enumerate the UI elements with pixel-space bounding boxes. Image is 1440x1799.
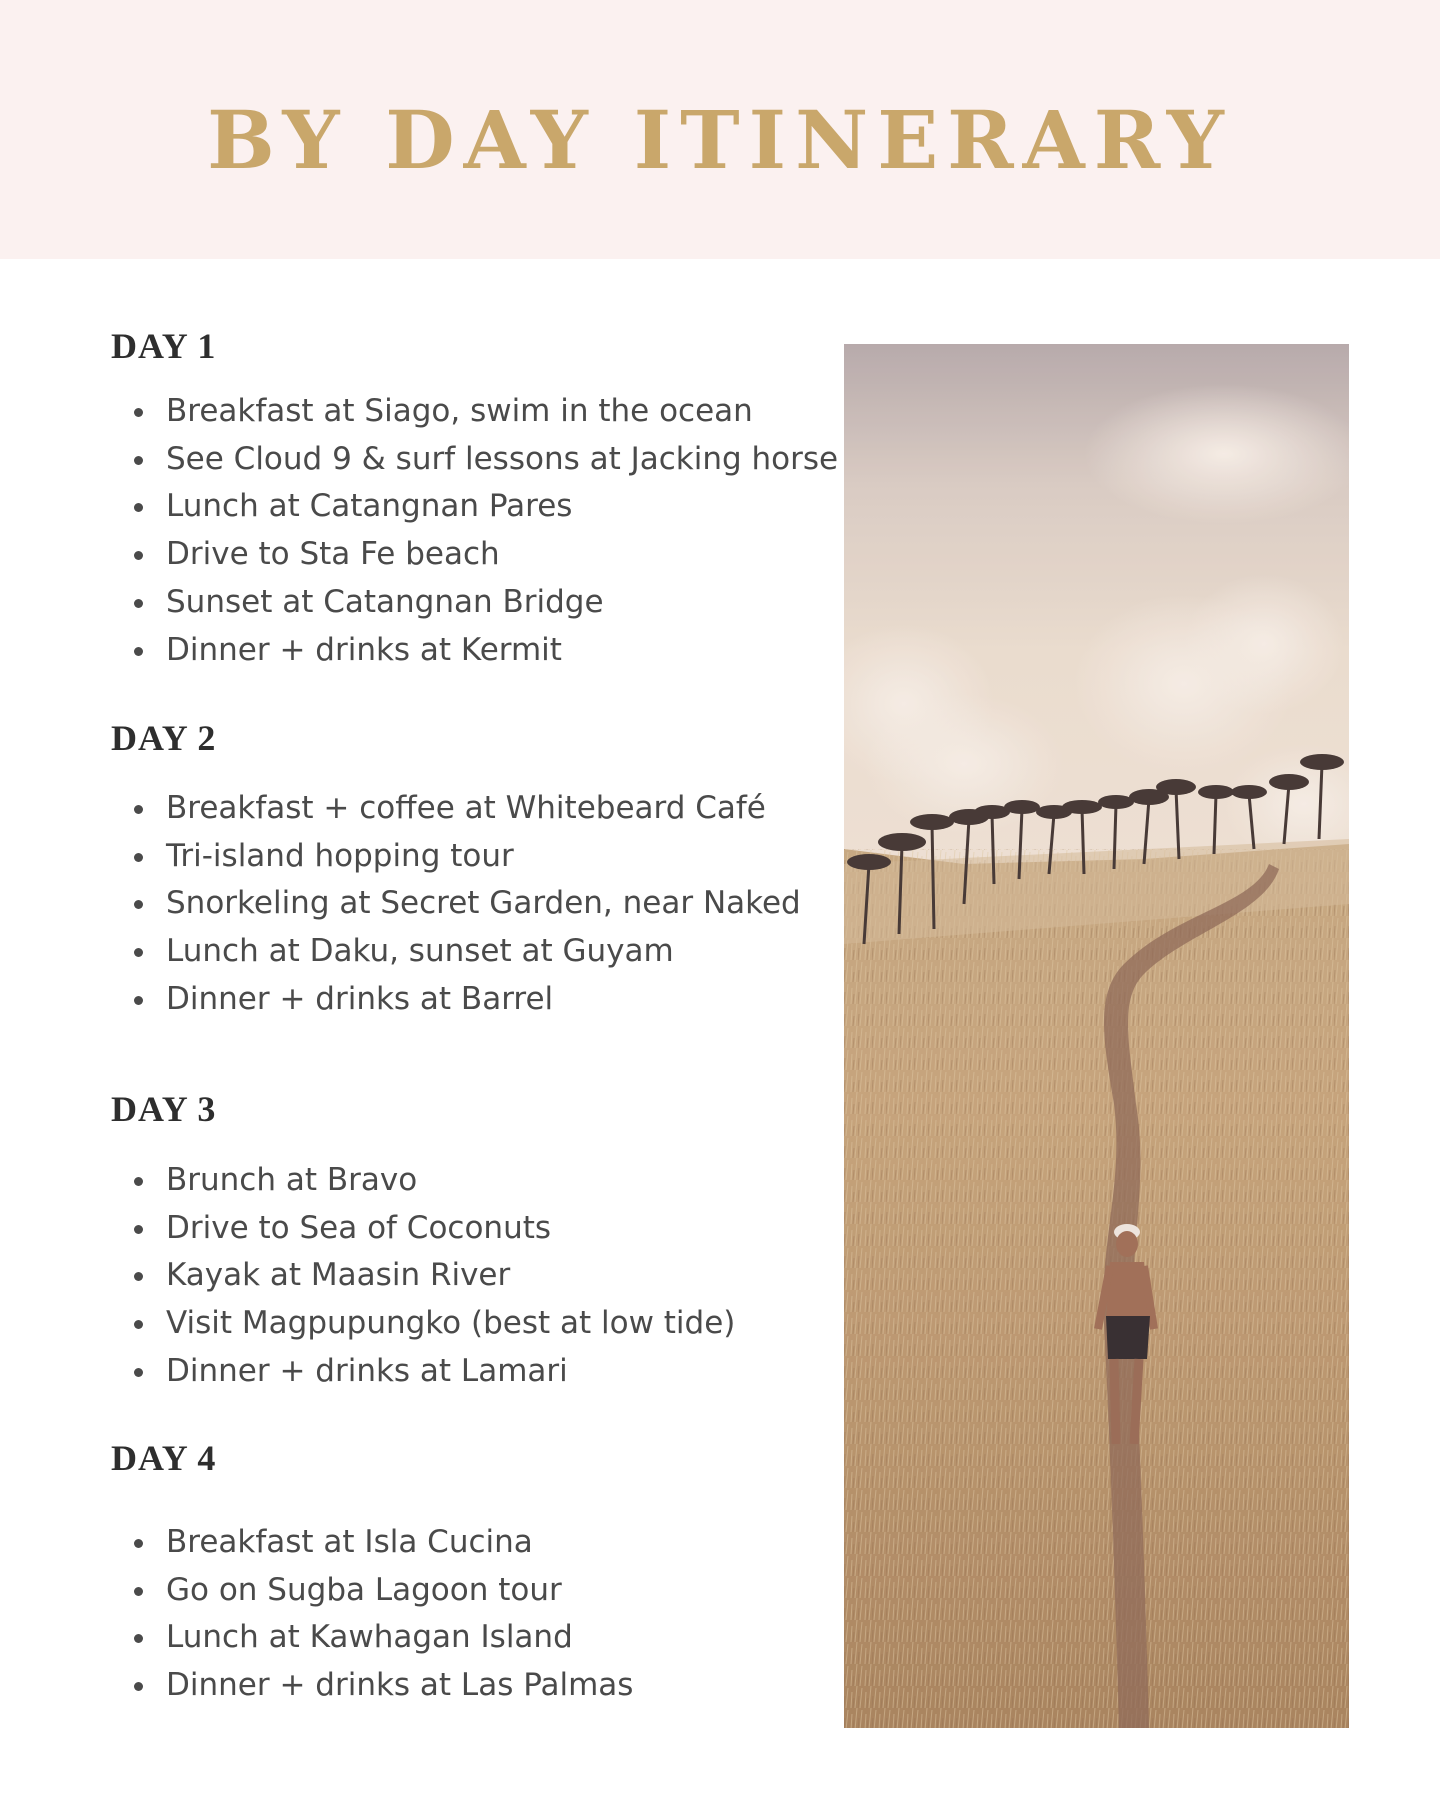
list-item: Visit Magpupungko (best at low tide) xyxy=(111,1300,735,1348)
list-item: Breakfast + coffee at Whitebeard Café xyxy=(111,785,801,833)
list-item: Drive to Sta Fe beach xyxy=(111,531,838,579)
day-1-heading: DAY 1 xyxy=(111,326,217,366)
list-item: Drive to Sea of Coconuts xyxy=(111,1205,735,1253)
day-1-list xyxy=(111,388,838,674)
list-item: Breakfast at Siago, swim in the ocean xyxy=(111,388,838,436)
day-3-list xyxy=(111,1157,735,1396)
list-item: Tri-island hopping tour xyxy=(111,833,801,881)
list-item: See Cloud 9 & surf lessons at Jacking horse xyxy=(111,436,838,484)
list-item: Dinner + drinks at Lamari xyxy=(111,1348,735,1396)
landscape-photo xyxy=(844,344,1349,1728)
landscape-photo-icon xyxy=(844,344,1349,1728)
page-title: BY DAY ITINERARY xyxy=(207,93,1233,187)
list-item: Dinner + drinks at Las Palmas xyxy=(111,1662,633,1710)
list-item: Go on Sugba Lagoon tour xyxy=(111,1567,633,1615)
day-4-list xyxy=(111,1519,633,1710)
day-4-heading: DAY 4 xyxy=(111,1438,217,1478)
list-item: Dinner + drinks at Barrel xyxy=(111,976,801,1024)
list-item: Dinner + drinks at Kermit xyxy=(111,627,838,675)
list-item: Kayak at Maasin River xyxy=(111,1252,735,1300)
day-2-list xyxy=(111,785,801,1024)
list-item: Lunch at Daku, sunset at Guyam xyxy=(111,928,801,976)
list-item: Snorkeling at Secret Garden, near Naked xyxy=(111,880,801,928)
list-item: Brunch at Bravo xyxy=(111,1157,735,1205)
list-item: Lunch at Catangnan Pares xyxy=(111,483,838,531)
list-item: Sunset at Catangnan Bridge xyxy=(111,579,838,627)
day-2-heading: DAY 2 xyxy=(111,718,217,758)
list-item: Lunch at Kawhagan Island xyxy=(111,1614,633,1662)
list-item: Breakfast at Isla Cucina xyxy=(111,1519,633,1567)
day-3-heading: DAY 3 xyxy=(111,1089,217,1129)
